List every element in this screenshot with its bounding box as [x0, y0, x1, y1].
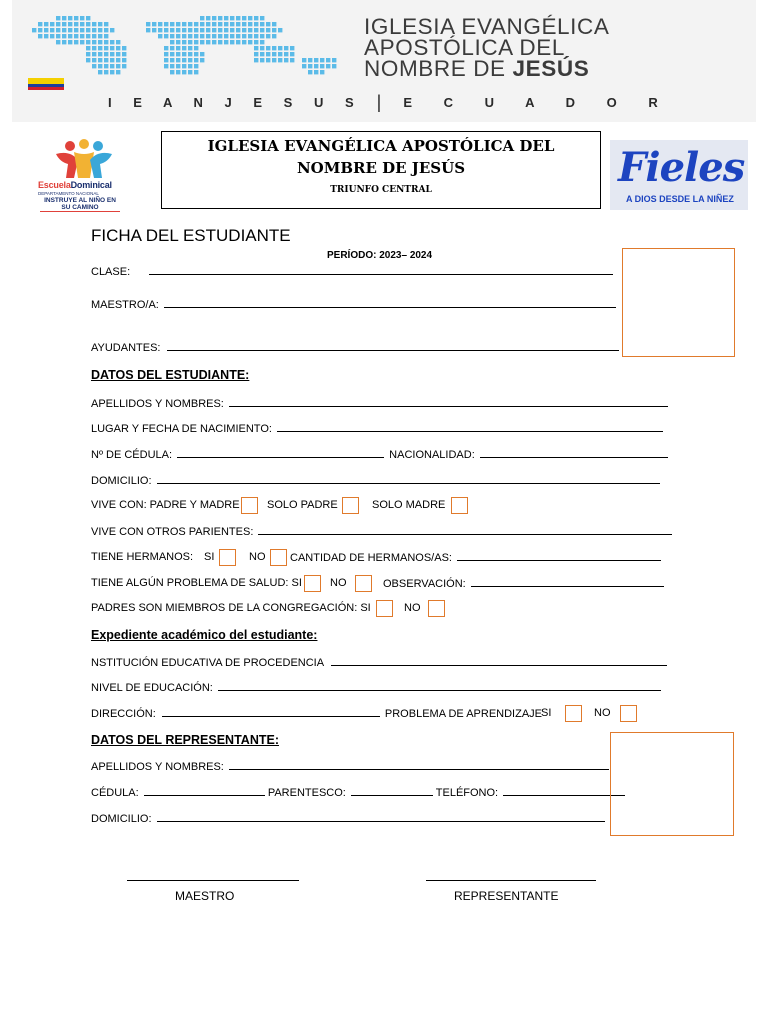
institucion-label: NSTITUCIÓN EDUCATIVA DE PROCEDENCIA — [91, 657, 324, 669]
church-title-box — [161, 131, 601, 209]
clase-row — [91, 265, 613, 278]
representante-signature-line[interactable] — [426, 880, 596, 881]
section-academic-record: Expediente académico del estudiante: — [91, 628, 318, 642]
banner-title-line3a: NOMBRE DE — [364, 56, 513, 81]
direccion-row — [91, 707, 542, 720]
tiene-hermanos-label: TIENE HERMANOS: — [91, 551, 194, 563]
apellidos-label: APELLIDOS Y NOMBRES: — [91, 398, 224, 410]
cedula-row — [91, 448, 668, 461]
banner-title — [364, 16, 754, 79]
representante-signature-label: REPRESENTANTE — [454, 889, 559, 903]
section-student-data: DATOS DEL ESTUDIANTE: — [91, 368, 250, 382]
fieles-logo — [610, 140, 748, 210]
motto-label: INSTRUYE AL NIÑO EN SU CAMINO — [40, 197, 120, 212]
clase-field[interactable] — [149, 265, 613, 275]
hermanos-no-label: NO — [249, 551, 266, 563]
ayudantes-row — [91, 341, 619, 354]
maestro-signature-line[interactable] — [127, 880, 299, 881]
miembros-no-checkbox[interactable] — [428, 600, 445, 617]
aprendizaje-si-label: SI — [541, 707, 552, 719]
hermanos-si-checkbox[interactable] — [219, 549, 236, 566]
institucion-field[interactable] — [331, 656, 667, 666]
period-label: PERÍODO: 2023– 2024 — [327, 250, 433, 261]
telefono-label: TELÉFONO: — [435, 787, 499, 799]
banner-title-jesus: JESÚS — [512, 56, 590, 81]
children-figures-icon — [52, 138, 116, 182]
maestro-row — [91, 298, 616, 311]
banner-title-line2: APOSTÓLICA DEL — [364, 35, 565, 60]
hermanos-si-label: SI — [204, 551, 215, 563]
parentesco-field[interactable] — [351, 786, 433, 796]
form-title: FICHA DEL ESTUDIANTE — [91, 226, 291, 245]
church-branch: TRIUNFO CENTRAL — [330, 185, 432, 195]
escuela-dominical-logo — [24, 136, 142, 218]
rep-cedula-label: CÉDULA: — [91, 787, 139, 799]
direccion-field[interactable] — [162, 707, 380, 717]
solo-madre-checkbox[interactable] — [451, 497, 468, 514]
domicilio-row — [91, 474, 660, 487]
rep-cedula-field[interactable] — [144, 786, 265, 796]
banner-title-line3 — [364, 58, 754, 79]
cedula-label: Nº DE CÉDULA: — [91, 449, 173, 461]
dominical-word: Dominical — [70, 180, 112, 190]
nacimiento-row — [91, 422, 663, 435]
rep-domicilio-field[interactable] — [157, 812, 605, 822]
banner-sub-right: E C U A D O R — [403, 94, 672, 110]
banner-sub-left: I E A N J E S U S — [108, 94, 363, 110]
representative-photo-box[interactable] — [610, 732, 734, 836]
salud-no-label: NO — [330, 577, 347, 589]
fieles-brand: Fieles — [618, 144, 745, 191]
salud-no-checkbox[interactable] — [355, 575, 372, 592]
rep-apellidos-row — [91, 760, 609, 773]
header-banner — [12, 0, 756, 122]
miembros-si-checkbox[interactable] — [376, 600, 393, 617]
apellidos-field[interactable] — [229, 397, 668, 407]
banner-title-line1: IGLESIA EVANGÉLICA — [364, 14, 610, 39]
nivel-row — [91, 681, 661, 694]
problema-aprendizaje-label: PROBLEMA DE APRENDIZAJE — [384, 708, 543, 720]
banner-sub-separator: | — [376, 91, 382, 112]
otros-parientes-row — [91, 525, 672, 538]
escuela-word: Escuela — [38, 180, 71, 190]
direccion-label: DIRECCIÓN: — [91, 708, 156, 720]
telefono-field[interactable] — [503, 786, 625, 796]
nacionalidad-field[interactable] — [480, 448, 668, 458]
nivel-field[interactable] — [218, 681, 661, 691]
otros-parientes-label: VIVE CON OTROS PARIENTES: — [91, 526, 254, 538]
padre-y-madre-checkbox[interactable] — [241, 497, 258, 514]
world-map-icon — [16, 6, 352, 84]
cantidad-hermanos-row — [290, 551, 661, 564]
miembros-no-label: NO — [404, 602, 421, 614]
parentesco-label: PARENTESCO: — [267, 787, 346, 799]
maestro-label: MAESTRO/A: — [91, 299, 159, 311]
problema-salud-label: TIENE ALGÚN PROBLEMA DE SALUD: SI — [91, 577, 302, 589]
observacion-label: OBSERVACIÓN: — [383, 578, 466, 590]
domicilio-field[interactable] — [157, 474, 660, 484]
banner-subtitle — [108, 92, 748, 112]
vive-con-label: VIVE CON: PADRE Y MADRE — [91, 499, 240, 511]
salud-si-checkbox[interactable] — [304, 575, 321, 592]
observacion-row — [383, 577, 664, 590]
institucion-row — [91, 656, 667, 669]
rep-apellidos-field[interactable] — [229, 760, 609, 770]
solo-madre-label: SOLO MADRE — [372, 499, 446, 511]
rep-domicilio-label: DOMICILIO: — [91, 813, 152, 825]
ecuador-flag-icon — [28, 78, 64, 90]
church-title-line2: NOMBRE DE JESÚS — [296, 159, 466, 177]
solo-padre-label: SOLO PADRE — [267, 499, 338, 511]
rep-apellidos-label: APELLIDOS Y NOMBRES: — [91, 761, 224, 773]
otros-parientes-field[interactable] — [258, 525, 672, 535]
ayudantes-label: AYUDANTES: — [91, 342, 161, 354]
student-photo-box[interactable] — [622, 248, 735, 357]
church-title-line1: IGLESIA EVANGÉLICA APOSTÓLICA DEL — [207, 137, 555, 155]
nacionalidad-label: NACIONALIDAD: — [389, 449, 475, 461]
rep-cedula-row — [91, 786, 625, 799]
padres-miembros-label: PADRES SON MIEMBROS DE LA CONGREGACIÓN: SI — [91, 602, 371, 614]
domicilio-label: DOMICILIO: — [91, 475, 152, 487]
nacimiento-label: LUGAR Y FECHA DE NACIMIENTO: — [91, 423, 272, 435]
cedula-field[interactable] — [177, 448, 384, 458]
hermanos-no-checkbox[interactable] — [270, 549, 287, 566]
solo-padre-checkbox[interactable] — [342, 497, 359, 514]
cantidad-hermanos-label: CANTIDAD DE HERMANOS/AS: — [290, 552, 452, 564]
fieles-tagline: A DIOS DESDE LA NIÑEZ — [626, 194, 734, 204]
aprendizaje-no-checkbox[interactable] — [620, 705, 637, 722]
ayudantes-field[interactable] — [167, 341, 619, 351]
aprendizaje-no-label: NO — [594, 707, 611, 719]
apellidos-row — [91, 397, 668, 410]
aprendizaje-si-checkbox[interactable] — [565, 705, 582, 722]
clase-label: CLASE: — [91, 266, 131, 278]
department-label: DEPARTAMENTO NACIONAL — [38, 191, 99, 196]
escuela-dominical-title — [38, 180, 112, 190]
nacimiento-field[interactable] — [277, 422, 663, 432]
nivel-label: NIVEL DE EDUCACIÓN: — [91, 682, 213, 694]
maestro-signature-label: MAESTRO — [175, 889, 235, 903]
observacion-field[interactable] — [471, 577, 664, 587]
rep-domicilio-row — [91, 812, 605, 825]
maestro-field[interactable] — [164, 298, 616, 308]
section-representative: DATOS DEL REPRESENTANTE: — [91, 733, 279, 747]
cantidad-hermanos-field[interactable] — [457, 551, 661, 561]
